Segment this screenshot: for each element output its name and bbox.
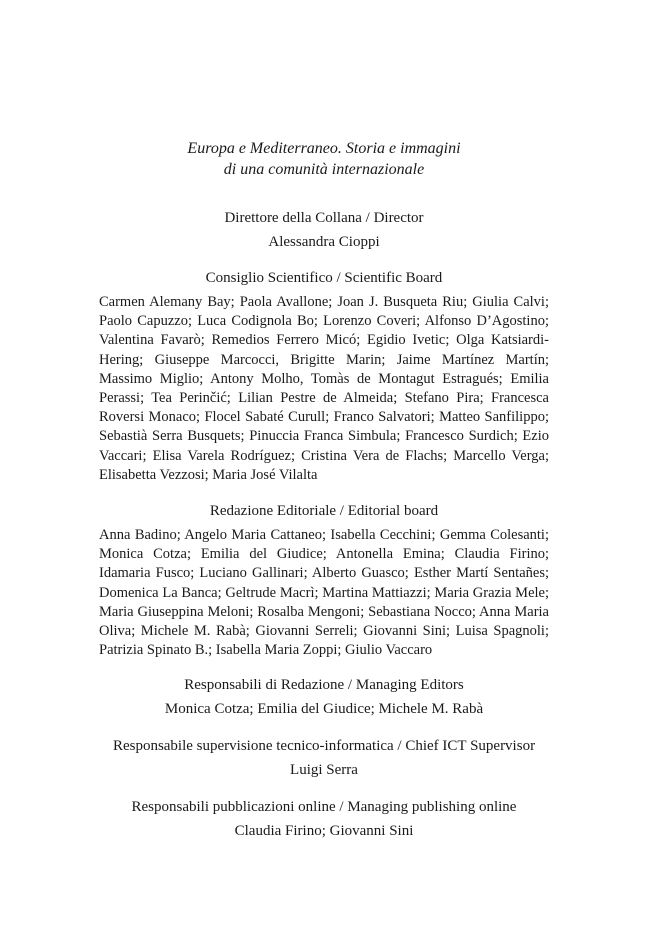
director-section bbox=[99, 208, 549, 252]
scientific-board-heading: Consiglio Scientifico / Scientific Board bbox=[205, 270, 443, 286]
ict-supervisor-name: Luigi Serra bbox=[290, 762, 358, 779]
ict-supervisor-section bbox=[99, 736, 549, 780]
director-name: Alessandra Cioppi bbox=[268, 234, 380, 250]
series-title-line-1: Europa e Mediterraneo. Storia e immagini bbox=[187, 140, 461, 157]
series-title-line-2: di una comunità internazionale bbox=[223, 161, 425, 178]
online-publishing-names: Claudia Firino; Giovanni Sini bbox=[234, 823, 414, 840]
scientific-board-members: Carmen Alemany Bay; Paola Avallone; Joan J. Busqueta Riu; Giulia Calvi; Paolo Capuzzo; Luca Codignola Bo; Lorenzo Coveri; Alfonso D’Agostino; Valentina Favarò; Remedios Ferrero Micó; Egidio Ivetic; Olga Katsiardi-Hering; Giuseppe Marcocci, Brigitte Marin; Jaime Martínez Martín; Massimo Miglio; Antony Molho, Tomàs de Montagut Estragués; Emilia Perassi; Tea Perinčić; Lilian Pestre de Almeida; Stefano Pira; Francesca Roversi Monaco; Flocel Sabaté Curull; Franco Salvatori; Matteo Sanfilippo; Sebastià Serra Busquets; Pinuccia Franca Simbula; Francesco Surdich; Ezio Vaccari; Elisa Varela Rodríguez; Cristina Vera de Flachs; Marcello Verga; Elisabetta Vezzosi; Maria José Vilalta bbox=[99, 294, 549, 483]
editorial-board-members: Anna Badino; Angelo Maria Cattaneo; Isabella Cecchini; Gemma Colesanti; Monica Cotza; Emilia del Giudice; Antonella Emina; Claudia Firino; Idamaria Fusco; Luciano Gallinari; Alberto Guasco; Esther Martí Sentañes; Domenica La Banca; Geltrude Macrì; Martina Mattiazzi; Maria Grazia Mele; Maria Giuseppina Meloni; Rosalba Mengoni; Sebastiana Nocco; Anna Maria Oliva; Michele M. Rabà; Giovanni Serreli; Giovanni Sini; Luisa Spagnoli; Patrizia Spinato B.; Isabella Maria Zoppi; Giulio Vaccaro bbox=[99, 527, 549, 659]
managing-editors-names: Monica Cotza; Emilia del Giudice; Michele M. Rabà bbox=[164, 701, 484, 718]
managing-editors-heading: Responsabili di Redazione / Managing Editors bbox=[184, 677, 464, 694]
ict-supervisor-heading: Responsabile supervisione tecnico-informatica / Chief ICT Supervisor bbox=[112, 738, 536, 755]
scientific-board-section bbox=[99, 268, 549, 485]
editorial-board-heading: Redazione Editoriale / Editorial board bbox=[209, 503, 439, 520]
masthead-page bbox=[99, 138, 549, 841]
editorial-board-section bbox=[99, 501, 549, 660]
managing-editors-section bbox=[99, 675, 549, 719]
online-publishing-section bbox=[99, 797, 549, 841]
director-heading: Direttore della Collana / Director bbox=[224, 210, 424, 226]
series-title bbox=[99, 138, 549, 180]
online-publishing-heading: Responsabili pubblicazioni online / Managing publishing online bbox=[131, 799, 517, 816]
